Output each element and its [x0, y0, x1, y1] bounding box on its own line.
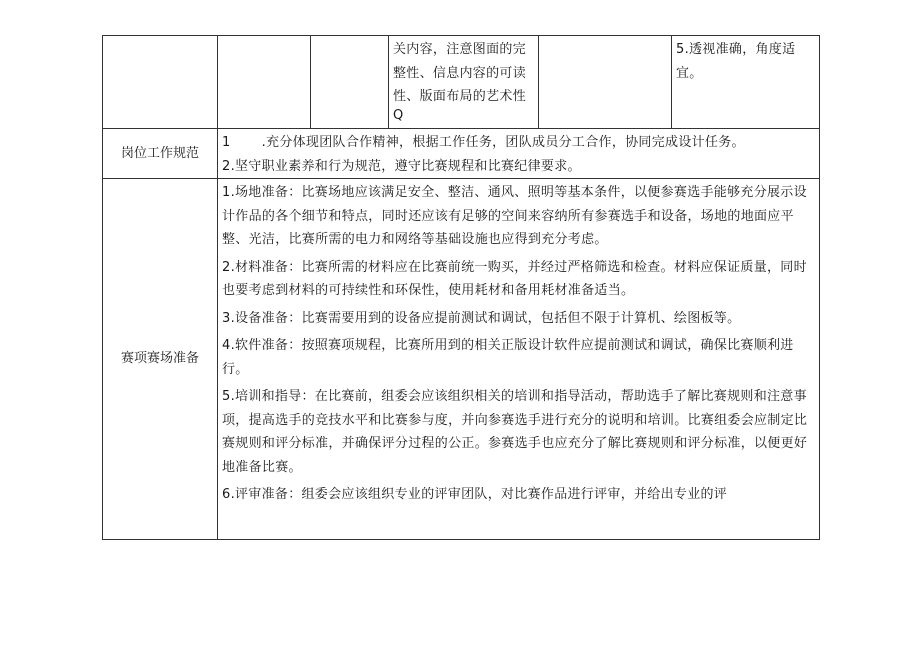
table-row-venue-preparation	[103, 179, 820, 540]
venue-preparation-item: 3.设备准备：比赛需要用到的设备应提前测试和调试，包括但不限于计算机、绘图板等。	[222, 310, 741, 326]
job-standards-content	[218, 129, 820, 179]
table-row-continued	[103, 36, 820, 129]
venue-preparation-item: 2.材料准备：比赛所需的材料应在比赛前统一购买，并经过严格筛选和检查。材料应保证质量，同时也要考虑到材料的可持续性和环保性，使用耗材和备用耗材准备适当。	[222, 259, 807, 298]
row1-col3-cell	[311, 36, 389, 129]
venue-preparation-item: 5.培训和指导：在比赛前，组委会应该组织相关的培训和指导活动，帮助选手了解比赛规则和注意事项，提高选手的竞技水平和比赛参与度，并向参赛选手进行充分的说明和培训。比赛组委会应制定比赛规则和评分标准，并确保评分过程的公正。参赛选手也应充分了解比赛规则和评分标准，以便更好地准备比赛。	[222, 389, 808, 475]
row1-col4-line: Q	[393, 107, 404, 123]
row1-col6-line: 宜。	[676, 65, 703, 81]
document-table	[102, 35, 820, 540]
job-standards-label: 岗位工作规范	[103, 129, 218, 179]
venue-preparation-label: 赛项赛场准备	[103, 179, 218, 540]
row1-col4-cell	[389, 36, 539, 129]
venue-preparation-item: 4.软件准备：按照赛项规程，比赛所用到的相关正版设计软件应提前测试和调试，确保比赛顺利进行。	[222, 338, 794, 377]
venue-preparation-item: 6.评审准备：组委会应该组织专业的评审团队，对比赛作品进行评审，并给出专业的评	[222, 487, 728, 502]
row1-col2-cell	[218, 36, 311, 129]
row1-col6-line: 5.透视准确，角度适	[676, 42, 796, 57]
row1-col1-cell	[103, 36, 218, 129]
row1-col4-line: 关内容，注意图面的完	[393, 42, 527, 57]
job-standards-item: 1 .充分体现团队合作精神，根据工作任务，团队成员分工合作，协同完成设计任务。	[222, 135, 745, 150]
table-row-job-standards	[103, 129, 820, 179]
venue-preparation-item: 1.场地准备：比赛场地应该满足安全、整洁、通风、照明等基本条件，以便参赛选手能够充分展示设计作品的各个细节和特点，同时还应该有足够的空间来容纳所有参赛选手和设备，场地的地面应平整、光洁，比赛所需的电力和网络等基础设施也应得到充分考虑。	[222, 185, 807, 247]
row1-col4-line: 性、版面布局的艺术性	[393, 89, 527, 104]
job-standards-item: 2.坚守职业素养和行为规范，遵守比赛规程和比赛纪律要求。	[222, 158, 581, 174]
row1-col5-cell	[539, 36, 672, 129]
row1-col4-line: 整性、信息内容的可读	[393, 65, 527, 81]
venue-preparation-content	[218, 179, 820, 540]
row1-col6-cell	[672, 36, 820, 129]
